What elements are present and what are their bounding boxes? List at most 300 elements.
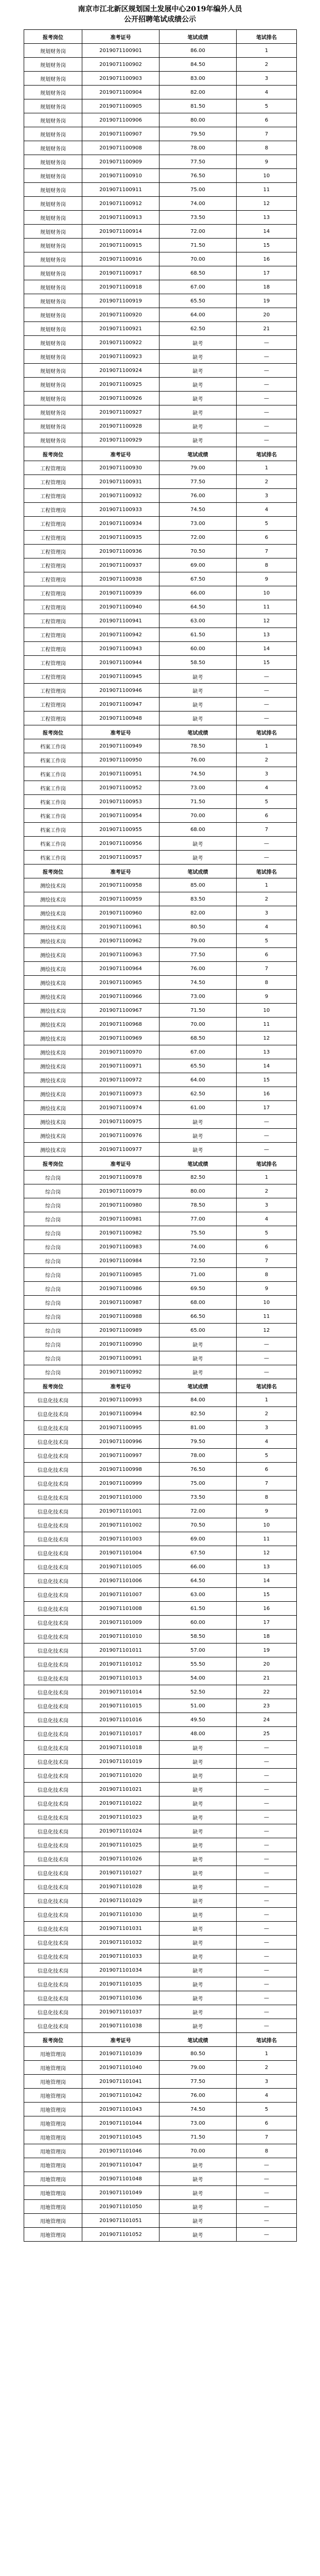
table-cell-ticket: 2019071100970 <box>82 1045 159 1059</box>
table-cell-unit: 规划财务岗 <box>24 433 82 447</box>
table-cell-rank: — <box>237 1852 297 1866</box>
table-cell-rank: — <box>237 1977 297 1991</box>
table-cell-rank: 11 <box>237 1310 297 1324</box>
table-cell-score: 缺考 <box>159 1852 237 1866</box>
table-cell-ticket: 2019071101035 <box>82 1977 159 1991</box>
table-cell-score: 79.50 <box>159 1435 237 1449</box>
table-cell-ticket: 2019071101001 <box>82 1504 159 1518</box>
table-cell-unit: 信息化技术岗 <box>24 1922 82 1936</box>
table-cell-score: 缺考 <box>159 364 237 378</box>
table-cell-ticket: 2019071101043 <box>82 2103 159 2116</box>
table-cell-rank: 17 <box>237 266 297 280</box>
table-cell-rank: — <box>237 1769 297 1783</box>
table-cell-ticket: 2019071100906 <box>82 113 159 127</box>
table-cell-unit: 测绘技术岗 <box>24 1059 82 1073</box>
table-row <box>24 2172 297 2186</box>
table-cell-unit: 测绘技术岗 <box>24 1018 82 1031</box>
table-cell-score: 60.00 <box>159 1616 237 1630</box>
table-row <box>24 1477 297 1490</box>
table-cell-rank: 4 <box>237 86 297 99</box>
table-cell-rank: 4 <box>237 1435 297 1449</box>
table-cell-ticket: 2019071101014 <box>82 1685 159 1699</box>
table-row <box>24 558 297 572</box>
table-cell-unit: 用地管理岗 <box>24 2158 82 2172</box>
table-cell-ticket: 2019071100940 <box>82 600 159 614</box>
table-cell-ticket: 2019071101022 <box>82 1797 159 1810</box>
table-cell-unit: 测绘技术岗 <box>24 892 82 906</box>
table-cell-rank: 4 <box>237 503 297 517</box>
table-cell-unit: 工程管理岗 <box>24 698 82 711</box>
table-row <box>24 1393 297 1407</box>
table-cell-unit: 测绘技术岗 <box>24 1004 82 1018</box>
table-cell-unit: 工程管理岗 <box>24 531 82 545</box>
table-cell-rank: 3 <box>237 1421 297 1435</box>
table-row <box>24 962 297 976</box>
table-cell-score: 缺考 <box>159 1950 237 1963</box>
table-cell-ticket: 2019071100938 <box>82 572 159 586</box>
table-cell-rank: 2 <box>237 1184 297 1198</box>
table-row <box>24 656 297 670</box>
table-cell-ticket: 2019071101040 <box>82 2061 159 2075</box>
column-header-score: 笔试成绩 <box>159 865 237 878</box>
table-row <box>24 378 297 392</box>
table-cell-unit: 信息化技术岗 <box>24 1838 82 1852</box>
table-cell-rank: 13 <box>237 628 297 642</box>
table-row <box>24 1797 297 1810</box>
table-cell-rank: — <box>237 2214 297 2228</box>
table-cell-score: 缺考 <box>159 1963 237 1977</box>
table-cell-ticket: 2019071101017 <box>82 1727 159 1741</box>
table-row <box>24 99 297 113</box>
table-cell-score: 缺考 <box>159 2019 237 2033</box>
table-cell-rank: 16 <box>237 1602 297 1616</box>
table-cell-rank: 25 <box>237 1727 297 1741</box>
table-row <box>24 1143 297 1157</box>
table-cell-score: 75.00 <box>159 183 237 197</box>
table-cell-score: 68.50 <box>159 266 237 280</box>
table-row <box>24 934 297 948</box>
table-cell-ticket: 2019071101039 <box>82 2047 159 2061</box>
table-cell-score: 73.50 <box>159 211 237 225</box>
table-cell-ticket: 2019071100966 <box>82 990 159 1004</box>
table-cell-unit: 信息化技术岗 <box>24 1713 82 1727</box>
table-cell-unit: 信息化技术岗 <box>24 1894 82 1908</box>
table-row <box>24 2075 297 2089</box>
table-cell-unit: 用地管理岗 <box>24 2186 82 2200</box>
table-cell-rank: 4 <box>237 920 297 934</box>
table-row <box>24 1324 297 1337</box>
table-cell-unit: 综合岗 <box>24 1268 82 1282</box>
table-cell-score: 76.50 <box>159 169 237 183</box>
table-cell-unit: 综合岗 <box>24 1171 82 1184</box>
table-row <box>24 1115 297 1129</box>
table-cell-score: 65.50 <box>159 1059 237 1073</box>
table-cell-unit: 信息化技术岗 <box>24 1797 82 1810</box>
table-cell-rank: 4 <box>237 1212 297 1226</box>
table-cell-ticket: 2019071100939 <box>82 586 159 600</box>
table-row <box>24 2158 297 2172</box>
column-header-rank: 笔试排名 <box>237 2033 297 2047</box>
table-cell-ticket: 2019071100928 <box>82 419 159 433</box>
table-cell-score: 缺考 <box>159 433 237 447</box>
table-cell-rank: 9 <box>237 155 297 169</box>
table-cell-score: 76.00 <box>159 962 237 976</box>
table-cell-ticket: 2019071101052 <box>82 2228 159 2242</box>
table-cell-rank: 14 <box>237 225 297 239</box>
table-cell-score: 77.50 <box>159 2075 237 2089</box>
table-cell-ticket: 2019071101010 <box>82 1630 159 1643</box>
table-cell-rank: — <box>237 1908 297 1922</box>
table-cell-ticket: 2019071100978 <box>82 1171 159 1184</box>
table-cell-ticket: 2019071100997 <box>82 1449 159 1463</box>
table-cell-unit: 信息化技术岗 <box>24 1936 82 1950</box>
table-cell-ticket: 2019071100959 <box>82 892 159 906</box>
table-cell-score: 缺考 <box>159 1922 237 1936</box>
table-cell-ticket: 2019071101025 <box>82 1838 159 1852</box>
table-cell-score: 66.00 <box>159 1560 237 1574</box>
table-cell-rank: 3 <box>237 489 297 503</box>
table-cell-rank: — <box>237 2228 297 2242</box>
table-cell-rank: 21 <box>237 322 297 336</box>
table-cell-ticket: 2019071101045 <box>82 2130 159 2144</box>
table-row <box>24 1574 297 1588</box>
table-cell-rank: — <box>237 1866 297 1880</box>
table-cell-score: 缺考 <box>159 1866 237 1880</box>
table-cell-unit: 规划财务岗 <box>24 113 82 127</box>
table-cell-unit: 用地管理岗 <box>24 2103 82 2116</box>
table-cell-rank: — <box>237 1810 297 1824</box>
table-cell-unit: 工程管理岗 <box>24 558 82 572</box>
table-cell-rank: — <box>237 1783 297 1797</box>
table-cell-rank: 11 <box>237 1532 297 1546</box>
table-cell-rank: — <box>237 1838 297 1852</box>
table-cell-ticket: 2019071100904 <box>82 86 159 99</box>
table-cell-rank: 7 <box>237 1477 297 1490</box>
table-cell-unit: 信息化技术岗 <box>24 1657 82 1671</box>
table-cell-score: 缺考 <box>159 1824 237 1838</box>
table-row <box>24 1824 297 1838</box>
table-row <box>24 628 297 642</box>
table-cell-rank: 20 <box>237 308 297 322</box>
table-row <box>24 141 297 155</box>
table-cell-unit: 测绘技术岗 <box>24 948 82 962</box>
table-cell-ticket: 2019071101006 <box>82 1574 159 1588</box>
table-row <box>24 1463 297 1477</box>
table-cell-ticket: 2019071101047 <box>82 2158 159 2172</box>
table-cell-ticket: 2019071100926 <box>82 392 159 405</box>
table-cell-score: 52.50 <box>159 1685 237 1699</box>
table-cell-unit: 工程管理岗 <box>24 461 82 475</box>
table-cell-rank: 7 <box>237 545 297 558</box>
table-row <box>24 990 297 1004</box>
table-cell-ticket: 2019071101015 <box>82 1699 159 1713</box>
table-cell-ticket: 2019071100984 <box>82 1254 159 1268</box>
table-cell-unit: 信息化技术岗 <box>24 2019 82 2033</box>
table-cell-score: 58.50 <box>159 656 237 670</box>
table-cell-ticket: 2019071100951 <box>82 767 159 781</box>
table-row <box>24 892 297 906</box>
table-cell-unit: 测绘技术岗 <box>24 962 82 976</box>
table-cell-score: 74.50 <box>159 976 237 990</box>
table-cell-rank: — <box>237 1880 297 1894</box>
table-cell-ticket: 2019071100990 <box>82 1337 159 1351</box>
table-row <box>24 1991 297 2005</box>
table-cell-score: 62.50 <box>159 1087 237 1101</box>
table-cell-rank: 15 <box>237 656 297 670</box>
table-row <box>24 1073 297 1087</box>
table-cell-ticket: 2019071101049 <box>82 2186 159 2200</box>
table-row <box>24 1435 297 1449</box>
table-cell-score: 77.00 <box>159 1212 237 1226</box>
table-cell-rank: — <box>237 1365 297 1379</box>
table-cell-unit: 综合岗 <box>24 1198 82 1212</box>
table-cell-unit: 规划财务岗 <box>24 169 82 183</box>
table-cell-ticket: 2019071100952 <box>82 781 159 795</box>
table-cell-rank: — <box>237 1922 297 1936</box>
table-cell-rank: — <box>237 1991 297 2005</box>
table-cell-ticket: 2019071100901 <box>82 44 159 58</box>
table-cell-score: 82.00 <box>159 906 237 920</box>
table-row <box>24 2116 297 2130</box>
table-cell-unit: 规划财务岗 <box>24 155 82 169</box>
table-cell-score: 72.00 <box>159 531 237 545</box>
table-cell-ticket: 2019071100931 <box>82 475 159 489</box>
table-cell-rank: 4 <box>237 781 297 795</box>
table-cell-unit: 工程管理岗 <box>24 517 82 531</box>
table-cell-unit: 综合岗 <box>24 1240 82 1254</box>
table-cell-unit: 用地管理岗 <box>24 2116 82 2130</box>
table-cell-score: 缺考 <box>159 1797 237 1810</box>
table-cell-score: 54.00 <box>159 1671 237 1685</box>
table-row <box>24 1018 297 1031</box>
table-row <box>24 419 297 433</box>
table-cell-score: 缺考 <box>159 684 237 698</box>
table-cell-ticket: 2019071100957 <box>82 851 159 865</box>
table-cell-unit: 测绘技术岗 <box>24 976 82 990</box>
table-cell-score: 79.50 <box>159 127 237 141</box>
table-row <box>24 113 297 127</box>
table-row <box>24 1880 297 1894</box>
table-cell-unit: 用地管理岗 <box>24 2144 82 2158</box>
table-cell-ticket: 2019071100905 <box>82 99 159 113</box>
table-cell-score: 73.50 <box>159 1490 237 1504</box>
table-row <box>24 1546 297 1560</box>
table-cell-unit: 规划财务岗 <box>24 308 82 322</box>
table-cell-score: 74.50 <box>159 503 237 517</box>
table-cell-score: 71.50 <box>159 239 237 252</box>
table-cell-unit: 规划财务岗 <box>24 252 82 266</box>
table-cell-score: 缺考 <box>159 1769 237 1783</box>
table-row <box>24 1101 297 1115</box>
table-cell-rank: — <box>237 1950 297 1963</box>
table-cell-unit: 工程管理岗 <box>24 711 82 725</box>
table-cell-rank: 5 <box>237 795 297 809</box>
table-row <box>24 1296 297 1310</box>
table-cell-rank: 1 <box>237 1171 297 1184</box>
table-cell-rank: 2 <box>237 753 297 767</box>
table-cell-ticket: 2019071100998 <box>82 1463 159 1477</box>
table-cell-rank: 24 <box>237 1713 297 1727</box>
table-cell-unit: 档案工作岗 <box>24 795 82 809</box>
table-cell-score: 75.50 <box>159 1226 237 1240</box>
table-cell-score: 79.00 <box>159 934 237 948</box>
table-cell-unit: 工程管理岗 <box>24 628 82 642</box>
table-row <box>24 753 297 767</box>
table-cell-rank: — <box>237 670 297 684</box>
table-cell-score: 71.50 <box>159 1004 237 1018</box>
table-cell-ticket: 2019071100960 <box>82 906 159 920</box>
table-row <box>24 2019 297 2033</box>
table-cell-ticket: 2019071100985 <box>82 1268 159 1282</box>
table-row <box>24 1532 297 1546</box>
column-header-unit: 报考岗位 <box>24 1379 82 1393</box>
table-cell-unit: 用地管理岗 <box>24 2061 82 2075</box>
table-cell-rank: — <box>237 2019 297 2033</box>
table-cell-unit: 综合岗 <box>24 1324 82 1337</box>
table-cell-ticket: 2019071100954 <box>82 809 159 823</box>
table-cell-unit: 信息化技术岗 <box>24 1504 82 1518</box>
table-cell-ticket: 2019071101021 <box>82 1783 159 1797</box>
table-cell-rank: 6 <box>237 531 297 545</box>
table-row <box>24 1963 297 1977</box>
table-cell-rank: 9 <box>237 572 297 586</box>
table-row <box>24 155 297 169</box>
table-cell-unit: 规划财务岗 <box>24 72 82 86</box>
table-cell-score: 57.00 <box>159 1643 237 1657</box>
table-cell-unit: 信息化技术岗 <box>24 1518 82 1532</box>
table-cell-ticket: 2019071100993 <box>82 1393 159 1407</box>
table-cell-rank: 15 <box>237 1073 297 1087</box>
table-cell-ticket: 2019071100956 <box>82 837 159 851</box>
table-cell-score: 78.00 <box>159 141 237 155</box>
table-cell-ticket: 2019071100910 <box>82 169 159 183</box>
table-cell-score: 缺考 <box>159 1351 237 1365</box>
table-row <box>24 1129 297 1143</box>
table-cell-score: 缺考 <box>159 670 237 684</box>
table-cell-rank: 10 <box>237 169 297 183</box>
table-row <box>24 2144 297 2158</box>
table-row <box>24 1282 297 1296</box>
table-cell-rank: — <box>237 1351 297 1365</box>
table-row <box>24 127 297 141</box>
table-cell-rank: — <box>237 851 297 865</box>
table-row <box>24 1922 297 1936</box>
table-header-row <box>24 447 297 461</box>
table-cell-score: 缺考 <box>159 1936 237 1950</box>
table-cell-rank: — <box>237 1129 297 1143</box>
table-cell-score: 74.50 <box>159 767 237 781</box>
table-cell-score: 82.50 <box>159 1407 237 1421</box>
table-cell-unit: 档案工作岗 <box>24 781 82 795</box>
column-header-ticket: 准考证号 <box>82 865 159 878</box>
table-cell-score: 62.50 <box>159 322 237 336</box>
table-row <box>24 211 297 225</box>
table-row <box>24 1421 297 1435</box>
column-header-score: 笔试成绩 <box>159 725 237 739</box>
table-cell-rank: 5 <box>237 2103 297 2116</box>
table-cell-unit: 工程管理岗 <box>24 475 82 489</box>
table-cell-ticket: 2019071100969 <box>82 1031 159 1045</box>
table-cell-ticket: 2019071100923 <box>82 350 159 364</box>
table-cell-score: 77.50 <box>159 475 237 489</box>
table-row <box>24 642 297 656</box>
table-cell-rank: — <box>237 698 297 711</box>
table-cell-ticket: 2019071100944 <box>82 656 159 670</box>
table-cell-unit: 规划财务岗 <box>24 350 82 364</box>
table-cell-score: 缺考 <box>159 1129 237 1143</box>
table-cell-score: 63.00 <box>159 1588 237 1602</box>
table-row <box>24 294 297 308</box>
table-cell-unit: 测绘技术岗 <box>24 1143 82 1157</box>
table-cell-score: 80.00 <box>159 1184 237 1198</box>
table-cell-score: 76.00 <box>159 753 237 767</box>
table-row <box>24 1741 297 1755</box>
table-cell-unit: 综合岗 <box>24 1310 82 1324</box>
table-cell-score: 66.00 <box>159 586 237 600</box>
table-cell-unit: 规划财务岗 <box>24 294 82 308</box>
table-cell-ticket: 2019071100974 <box>82 1101 159 1115</box>
table-cell-rank: 18 <box>237 280 297 294</box>
table-cell-score: 70.00 <box>159 1018 237 1031</box>
table-cell-score: 73.00 <box>159 2116 237 2130</box>
table-cell-ticket: 2019071100912 <box>82 197 159 211</box>
table-cell-rank: 9 <box>237 990 297 1004</box>
table-row <box>24 698 297 711</box>
table-cell-unit: 工程管理岗 <box>24 614 82 628</box>
table-row <box>24 72 297 86</box>
table-row <box>24 1616 297 1630</box>
table-row <box>24 1212 297 1226</box>
table-row <box>24 572 297 586</box>
table-cell-ticket: 2019071100963 <box>82 948 159 962</box>
table-cell-rank: 2 <box>237 58 297 72</box>
table-cell-ticket: 2019071100930 <box>82 461 159 475</box>
table-cell-unit: 信息化技术岗 <box>24 1783 82 1797</box>
table-row <box>24 1685 297 1699</box>
table-cell-rank: 13 <box>237 1045 297 1059</box>
table-cell-unit: 规划财务岗 <box>24 239 82 252</box>
table-cell-unit: 信息化技术岗 <box>24 1880 82 1894</box>
table-cell-rank: 14 <box>237 642 297 656</box>
table-cell-ticket: 2019071101036 <box>82 1991 159 2005</box>
table-cell-score: 缺考 <box>159 1810 237 1824</box>
table-row <box>24 461 297 475</box>
column-header-ticket: 准考证号 <box>82 447 159 461</box>
table-row <box>24 1783 297 1797</box>
table-cell-unit: 规划财务岗 <box>24 419 82 433</box>
table-cell-rank: 10 <box>237 1296 297 1310</box>
table-cell-unit: 规划财务岗 <box>24 44 82 58</box>
table-cell-score: 缺考 <box>159 2228 237 2242</box>
table-cell-rank: 9 <box>237 1504 297 1518</box>
table-cell-score: 73.00 <box>159 990 237 1004</box>
table-cell-unit: 信息化技术岗 <box>24 1991 82 2005</box>
table-header-row <box>24 865 297 878</box>
table-cell-score: 缺考 <box>159 2200 237 2214</box>
table-cell-ticket: 2019071100943 <box>82 642 159 656</box>
table-cell-score: 74.00 <box>159 197 237 211</box>
table-cell-ticket: 2019071100915 <box>82 239 159 252</box>
table-cell-ticket: 2019071101000 <box>82 1490 159 1504</box>
table-row <box>24 322 297 336</box>
column-header-rank: 笔试排名 <box>237 30 297 44</box>
table-cell-unit: 信息化技术岗 <box>24 1616 82 1630</box>
table-cell-rank: 1 <box>237 44 297 58</box>
table-cell-ticket: 2019071101026 <box>82 1852 159 1866</box>
table-cell-ticket: 2019071100986 <box>82 1282 159 1296</box>
table-cell-score: 67.50 <box>159 1546 237 1560</box>
column-header-score: 笔试成绩 <box>159 1157 237 1171</box>
